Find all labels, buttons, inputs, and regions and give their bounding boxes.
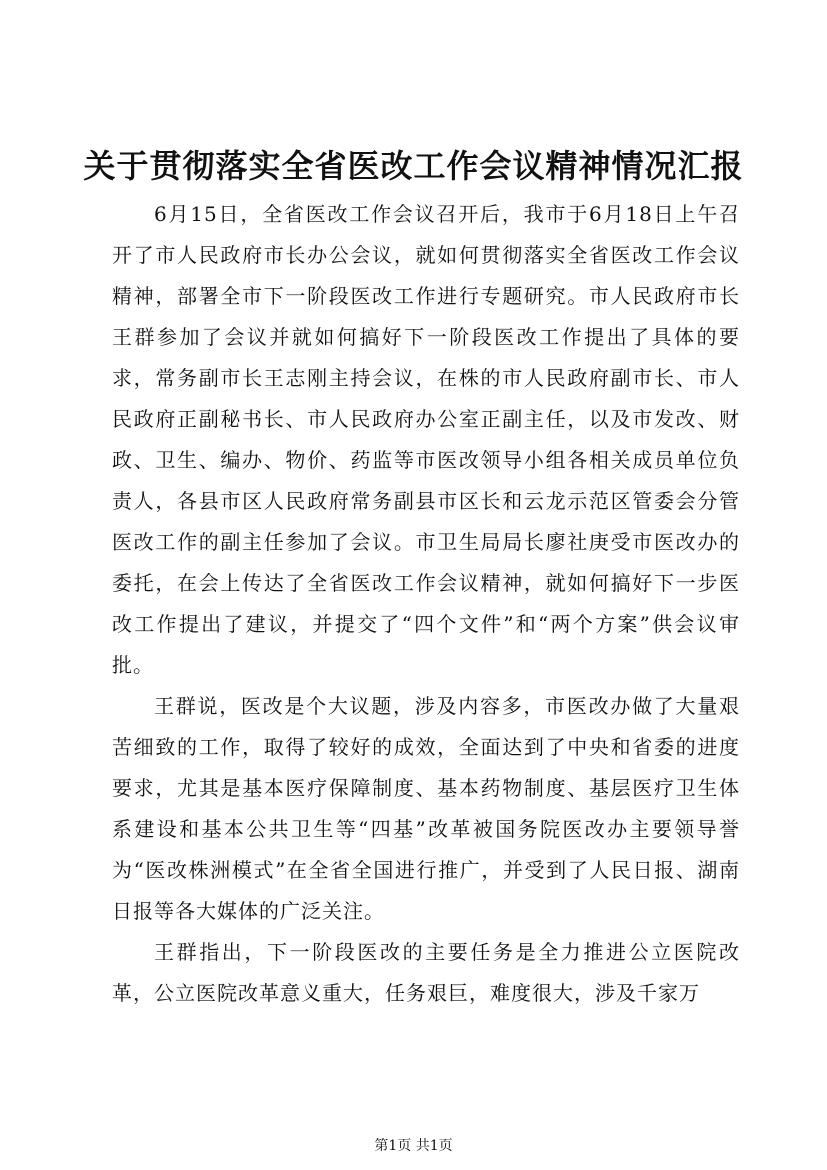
paragraph-3: 王群指出，下一阶段医改的主要任务是全力推进公立医院改革，公立医院改革意义重大，任务艰巨，难度很大，涉及千家万 xyxy=(112,940,740,1005)
document-title: 关于贯彻落实全省医改工作会议精神情况汇报 xyxy=(83,147,744,185)
document-body xyxy=(112,194,740,1014)
paragraph-1: 6月15日，全省医改工作会议召开后，我市于6月18日上午召开了市人民政府市长办公会议，就如何贯彻落实全省医改工作会议精神，部署全市下一阶段医改工作进行专题研究。市人民政府市长王群参加了会议并就如何搞好下一阶段医改工作提出了具体的要求，常务副市长王志刚主持会议，在株的市人民政府副市长、市人民政府正副秘书长、市人民政府办公室正副主任，以及市发改、财政、卫生、编办、物价、药监等市医改领导小组各相关成员单位负责人，各县市区人民政府常务副县市区长和云龙示范区管委会分管医改工作的副主任参加了会议。市卫生局局长廖社庚受市医改办的委托，在会上传达了全省医改工作会议精神，就如何搞好下一步医改工作提出了建议，并提交了“四个文件”和“两个方案”供会议审批。 xyxy=(112,202,740,677)
paragraph-2: 王群说，医改是个大议题，涉及内容多，市医改办做了大量艰苦细致的工作，取得了较好的成效，全面达到了中央和省委的进度要求，尤其是基本医疗保障制度、基本药物制度、基层医疗卫生体系建设和基本公共卫生等“四基”改革被国务院医改办主要领导誉为“医改株洲模式”在全省全国进行推广，并受到了人民日报、湖南日报等各大媒体的广泛关注。 xyxy=(112,694,740,923)
page-footer: 第1页 共1页 xyxy=(374,1138,453,1154)
